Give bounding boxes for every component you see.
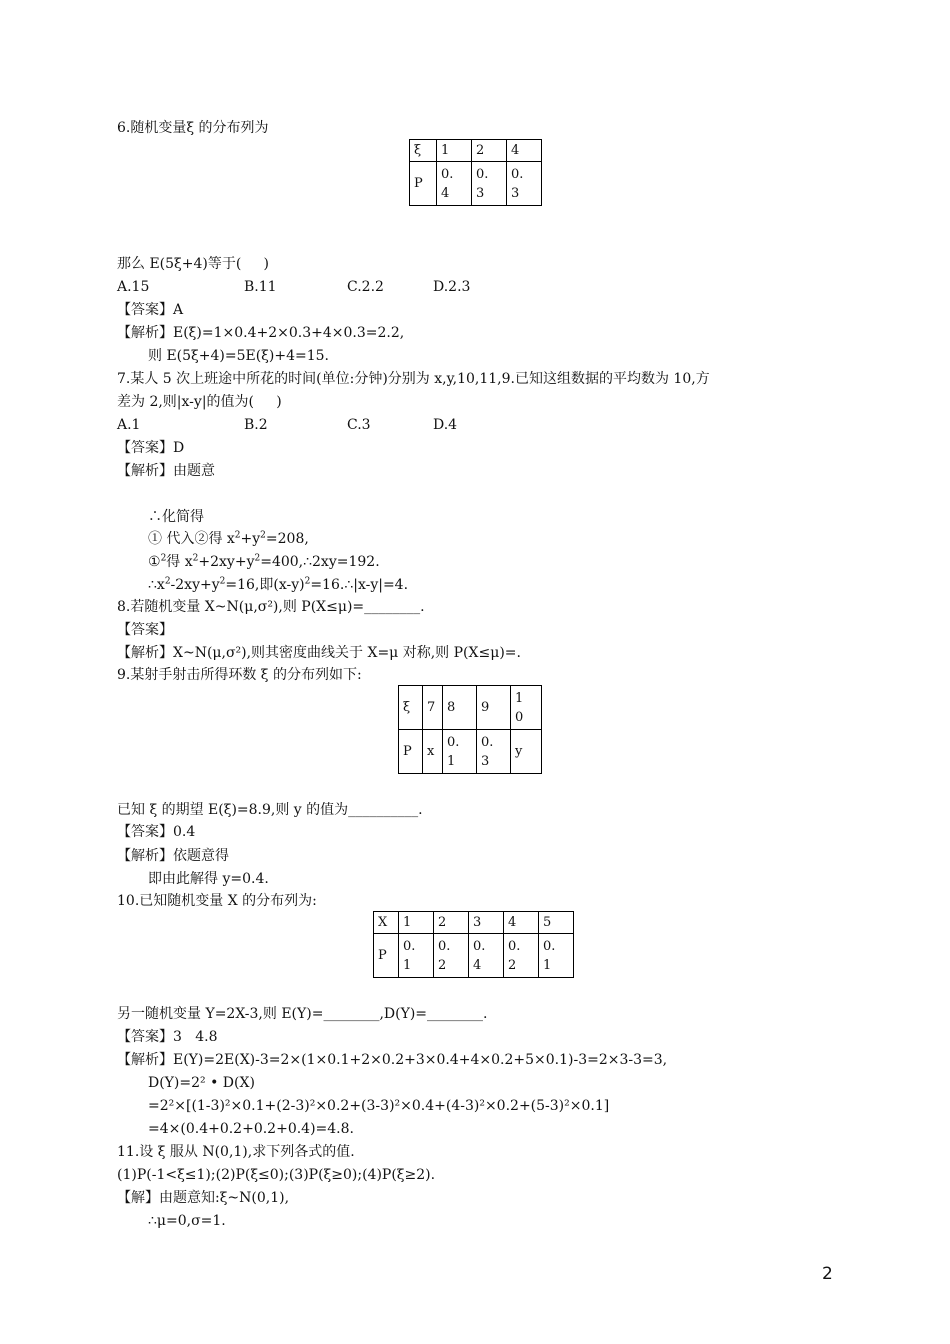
table-cell: 0. 4 xyxy=(469,934,504,978)
q6-title: 6.随机变量ξ 的分布列为 xyxy=(117,120,269,136)
table-cell: y xyxy=(511,730,542,774)
q7-step-3: ①$^2$得 $x^2+2xy+y^2=400,\therefore 2xy=192$. xyxy=(148,553,380,570)
q7-option-d: D.4 xyxy=(433,417,458,433)
q7-option-c: C.3 xyxy=(347,417,371,433)
q9-stem: 9.某射手射击所得环数 ξ 的分布列如下: xyxy=(117,667,362,683)
q7-step-4: $\therefore x^2-2xy+y^2=16$,即$(x-y)^2=16.\therefore|x-y|=4$. xyxy=(148,576,409,593)
q6-stem: 那么 E(5ξ+4)等于( ) xyxy=(117,256,270,272)
table-cell: 0. 2 xyxy=(504,934,539,978)
q8-answer: 【答案】 xyxy=(117,622,173,638)
q10-analysis: 【解析】E(Y)=2E(X)-3=2×(1×0.1+2×0.2+3×0.4+4×0.2+5×0.1)-3=2×3-3=3, xyxy=(117,1052,668,1068)
table-cell: 4 xyxy=(507,140,542,162)
q6-option-d: D.2.3 xyxy=(433,279,471,295)
q9-distribution-table xyxy=(398,685,542,774)
q6-option-c: C.2.2 xyxy=(347,279,384,295)
q9-answer: 【答案】0.4 xyxy=(117,824,196,840)
table-cell: 0. 2 xyxy=(434,934,469,978)
q6-analysis-line: 则 E(5ξ+4)=5E(ξ)+4=15. xyxy=(148,348,329,364)
table-cell: P xyxy=(399,730,423,774)
table-cell: 5 xyxy=(539,912,574,934)
q7-step-1: ∴化简得 xyxy=(148,509,204,525)
q7-step-2: ① 代入②得 $x^2+y^2=208$, xyxy=(148,530,309,547)
q10-analysis-line: =4×(0.4+0.2+0.2+0.4)=4.8. xyxy=(148,1121,354,1137)
q6-analysis: 【解析】E(ξ)=1×0.4+2×0.3+4×0.3=2.2, xyxy=(117,325,405,341)
table-cell: ξ xyxy=(399,686,423,730)
table-cell: 9 xyxy=(477,686,511,730)
q7-option-b: B.2 xyxy=(244,417,268,433)
q7-option-a: A.1 xyxy=(117,417,141,433)
q6-answer: 【答案】A xyxy=(117,302,184,318)
q8-stem: 8.若随机变量 X~N(μ,σ²),则 P(X≤μ)=________. xyxy=(117,599,425,615)
q7-answer: 【答案】D xyxy=(117,440,185,456)
table-cell: 0. 4 xyxy=(437,162,472,206)
q10-stem: 10.已知随机变量 X 的分布列为: xyxy=(117,893,317,909)
q11-solution: 【解】由题意知:ξ~N(0,1), xyxy=(117,1190,290,1206)
table-cell: ξ xyxy=(410,140,437,162)
table-cell: 1 0 xyxy=(511,686,542,730)
q7-stem-cont: 差为 2,则|x-y|的值为( ) xyxy=(117,394,282,410)
q10-distribution-table xyxy=(373,911,574,978)
q8-analysis: 【解析】X~N(μ,σ²),则其密度曲线关于 X=μ 对称,则 P(X≤μ)=. xyxy=(117,645,521,661)
table-cell: P xyxy=(374,934,399,978)
q6-option-b: B.11 xyxy=(244,279,277,295)
table-cell: 4 xyxy=(504,912,539,934)
q9-given: 已知 ξ 的期望 E(ξ)=8.9,则 y 的值为__________. xyxy=(117,802,423,818)
page-number: 2 xyxy=(822,1264,833,1284)
q9-analysis: 【解析】依题意得 xyxy=(117,848,229,864)
q11-parts: (1)P(-1<ξ≤1);(2)P(ξ≤0);(3)P(ξ≥0);(4)P(ξ≥2). xyxy=(117,1167,436,1183)
q7-analysis: 【解析】由题意 xyxy=(117,463,215,479)
table-cell: 1 xyxy=(399,912,434,934)
table-cell: 0. 3 xyxy=(507,162,542,206)
table-cell: 0. 3 xyxy=(477,730,511,774)
table-cell: 2 xyxy=(472,140,507,162)
q10-given: 另一随机变量 Y=2X-3,则 E(Y)=________,D(Y)=________. xyxy=(117,1006,488,1022)
table-cell: 0. 1 xyxy=(539,934,574,978)
table-cell: 0. 3 xyxy=(472,162,507,206)
table-cell: 0. 1 xyxy=(399,934,434,978)
table-cell: 1 xyxy=(437,140,472,162)
q11-solution-line: ∴μ=0,σ=1. xyxy=(148,1213,226,1229)
table-cell: 2 xyxy=(434,912,469,934)
table-cell: 8 xyxy=(443,686,477,730)
table-cell: x xyxy=(423,730,443,774)
table-cell: 7 xyxy=(423,686,443,730)
table-cell: 3 xyxy=(469,912,504,934)
table-cell: 0. 1 xyxy=(443,730,477,774)
q10-answer: 【答案】3 4.8 xyxy=(117,1029,218,1045)
q6-distribution-table xyxy=(409,139,542,206)
q10-analysis-line: D(Y)=2² • D(X) xyxy=(148,1075,255,1091)
table-cell: X xyxy=(374,912,399,934)
q7-stem: 7.某人 5 次上班途中所花的时间(单位:分钟)分别为 x,y,10,11,9.已知这组数据的平均数为 10,方 xyxy=(117,371,710,387)
table-cell: P xyxy=(410,162,437,206)
q9-analysis-line: 即由此解得 y=0.4. xyxy=(148,871,269,887)
q11-stem: 11.设 ξ 服从 N(0,1),求下列各式的值. xyxy=(117,1144,355,1160)
q10-analysis-line: =2²×[(1-3)²×0.1+(2-3)²×0.2+(3-3)²×0.4+(4-3)²×0.2+(5-3)²×0.1] xyxy=(148,1098,610,1114)
q6-option-a: A.15 xyxy=(117,279,150,295)
